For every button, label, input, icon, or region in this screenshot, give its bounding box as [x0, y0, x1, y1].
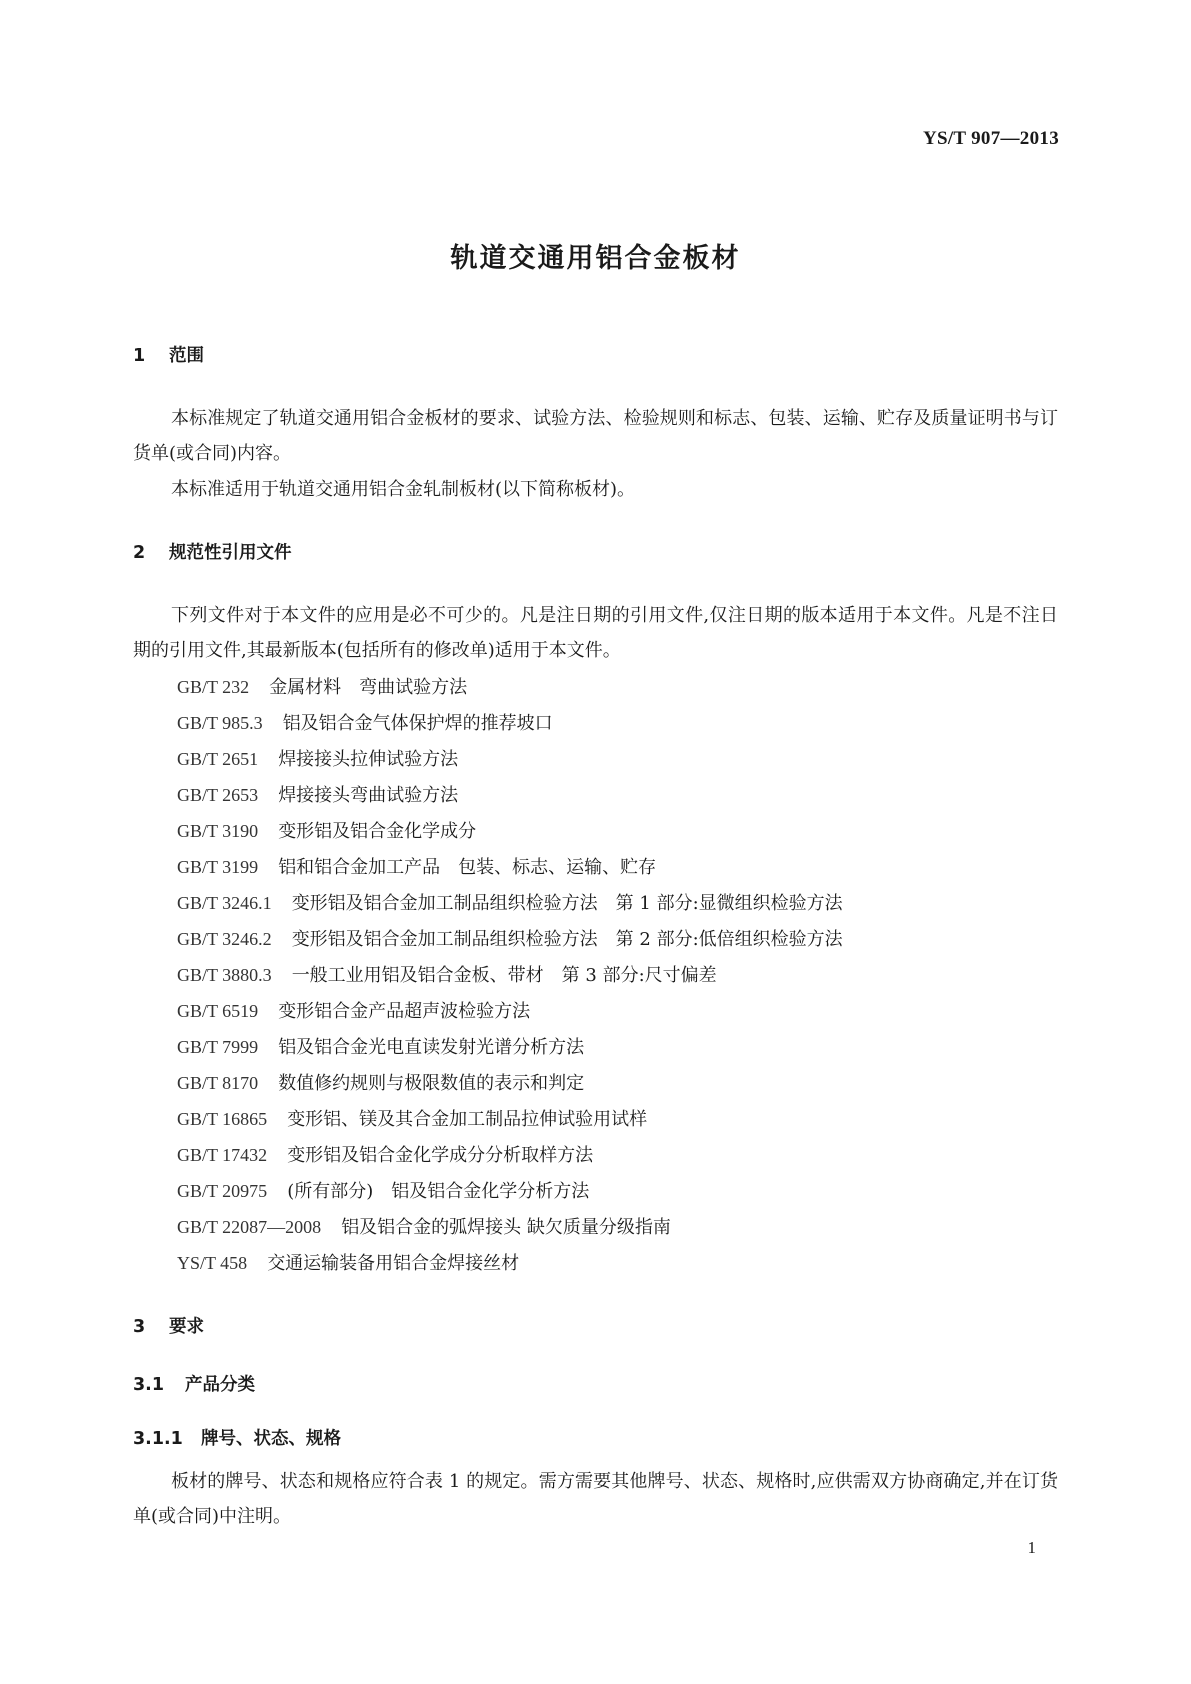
- reference-title: 金属材料 弯曲试验方法: [269, 677, 468, 698]
- reference-code: GB/T 2651: [177, 749, 259, 769]
- reference-title: 交通运输装备用铝合金焊接丝材: [267, 1253, 520, 1274]
- section-2-paragraph-1: 下列文件对于本文件的应用是必不可少的。凡是注日期的引用文件,仅注日期的版本适用于本文件。凡是不注日期的引用文件,其最新版本(包括所有的修改单)适用于本文件。: [133, 605, 1058, 661]
- reference-item: [177, 669, 843, 705]
- reference-item: [177, 813, 843, 849]
- reference-item: [177, 957, 843, 993]
- reference-item: [177, 993, 843, 1029]
- reference-item: [177, 1029, 843, 1065]
- reference-title: 变形铝及铝合金加工制品组织检验方法 第 1 部分:显微组织检验方法: [291, 893, 843, 914]
- reference-code: GB/T 3199: [177, 857, 259, 877]
- reference-item: [177, 1101, 843, 1137]
- reference-title: 焊接接头拉伸试验方法: [278, 749, 459, 770]
- reference-item: [177, 921, 843, 957]
- reference-code: GB/T 17432: [177, 1145, 268, 1165]
- standard-code: YS/T 907—2013: [922, 128, 1059, 149]
- reference-code: GB/T 3880.3: [177, 965, 272, 985]
- page-number: 1: [1027, 1538, 1036, 1557]
- section-title: 要求: [169, 1317, 204, 1337]
- reference-code: GB/T 3246.1: [177, 893, 272, 913]
- reference-item: [177, 885, 843, 921]
- reference-item: [177, 1137, 843, 1173]
- reference-code: GB/T 3190: [177, 821, 259, 841]
- reference-title: 变形铝及铝合金加工制品组织检验方法 第 2 部分:低倍组织检验方法: [291, 929, 843, 950]
- reference-code: GB/T 20975: [177, 1181, 268, 1201]
- document-title: 轨道交通用铝合金板材: [450, 243, 741, 274]
- section-number: 2: [133, 543, 146, 563]
- reference-title: 变形铝、镁及其合金加工制品拉伸试验用试样: [287, 1109, 648, 1130]
- normative-references-list: [177, 669, 843, 1281]
- reference-title: 数值修约规则与极限数值的表示和判定: [278, 1073, 585, 1094]
- reference-title: 铝及铝合金气体保护焊的推荐坡口: [282, 713, 553, 734]
- section-3-1-1-paragraph-1: 板材的牌号、状态和规格应符合表 1 的规定。需方需要其他牌号、状态、规格时,应供需双方协商确定,并在订货单(或合同)中注明。: [133, 1471, 1058, 1527]
- reference-code: GB/T 22087—2008: [177, 1217, 322, 1237]
- reference-code: GB/T 7999: [177, 1037, 259, 1057]
- reference-title: 变形铝合金产品超声波检验方法: [278, 1001, 531, 1022]
- reference-title: 一般工业用铝及铝合金板、带材 第 3 部分:尺寸偏差: [291, 965, 717, 986]
- reference-item: [177, 705, 843, 741]
- section-number: 3.1: [133, 1375, 165, 1395]
- section-number: 1: [133, 346, 146, 366]
- reference-code: GB/T 2653: [177, 785, 259, 805]
- section-1-paragraph-2: 本标准适用于轨道交通用铝合金轧制板材(以下简称板材)。: [171, 479, 636, 500]
- reference-item: [177, 777, 843, 813]
- reference-code: GB/T 232: [177, 677, 250, 697]
- reference-title: (所有部分) 铝及铝合金化学分析方法: [287, 1181, 590, 1202]
- reference-code: GB/T 6519: [177, 1001, 259, 1021]
- reference-title: 铝及铝合金光电直读发射光谱分析方法: [278, 1037, 585, 1058]
- section-3-1-1-heading: [133, 1425, 341, 1450]
- reference-item: [177, 741, 843, 777]
- reference-item: [177, 1209, 843, 1245]
- reference-code: GB/T 985.3: [177, 713, 263, 733]
- section-title: 规范性引用文件: [169, 543, 292, 563]
- reference-title: 变形铝及铝合金化学成分分析取样方法: [287, 1145, 594, 1166]
- section-3-1-heading: [133, 1371, 255, 1396]
- section-title: 牌号、状态、规格: [201, 1429, 341, 1449]
- section-number: 3: [133, 1317, 146, 1337]
- reference-item: [177, 849, 843, 885]
- section-2-heading: [133, 539, 292, 564]
- section-1-paragraph-1: 本标准规定了轨道交通用铝合金板材的要求、试验方法、检验规则和标志、包装、运输、贮存及质量证明书与订货单(或合同)内容。: [133, 408, 1058, 464]
- reference-code: GB/T 16865: [177, 1109, 268, 1129]
- reference-code: YS/T 458: [177, 1253, 248, 1273]
- section-number: 3.1.1: [133, 1429, 183, 1449]
- reference-item: [177, 1173, 843, 1209]
- section-1-heading: [133, 342, 204, 367]
- reference-item: [177, 1065, 843, 1101]
- reference-code: GB/T 8170: [177, 1073, 259, 1093]
- reference-title: 变形铝及铝合金化学成分: [278, 821, 477, 842]
- section-3-heading: [133, 1313, 204, 1338]
- section-title: 产品分类: [185, 1375, 255, 1395]
- reference-title: 铝和铝合金加工产品 包装、标志、运输、贮存: [278, 857, 657, 878]
- reference-title: 铝及铝合金的弧焊接头 缺欠质量分级指南: [341, 1217, 671, 1238]
- section-title: 范围: [169, 346, 204, 366]
- reference-item: [177, 1245, 843, 1281]
- reference-code: GB/T 3246.2: [177, 929, 272, 949]
- reference-title: 焊接接头弯曲试验方法: [278, 785, 459, 806]
